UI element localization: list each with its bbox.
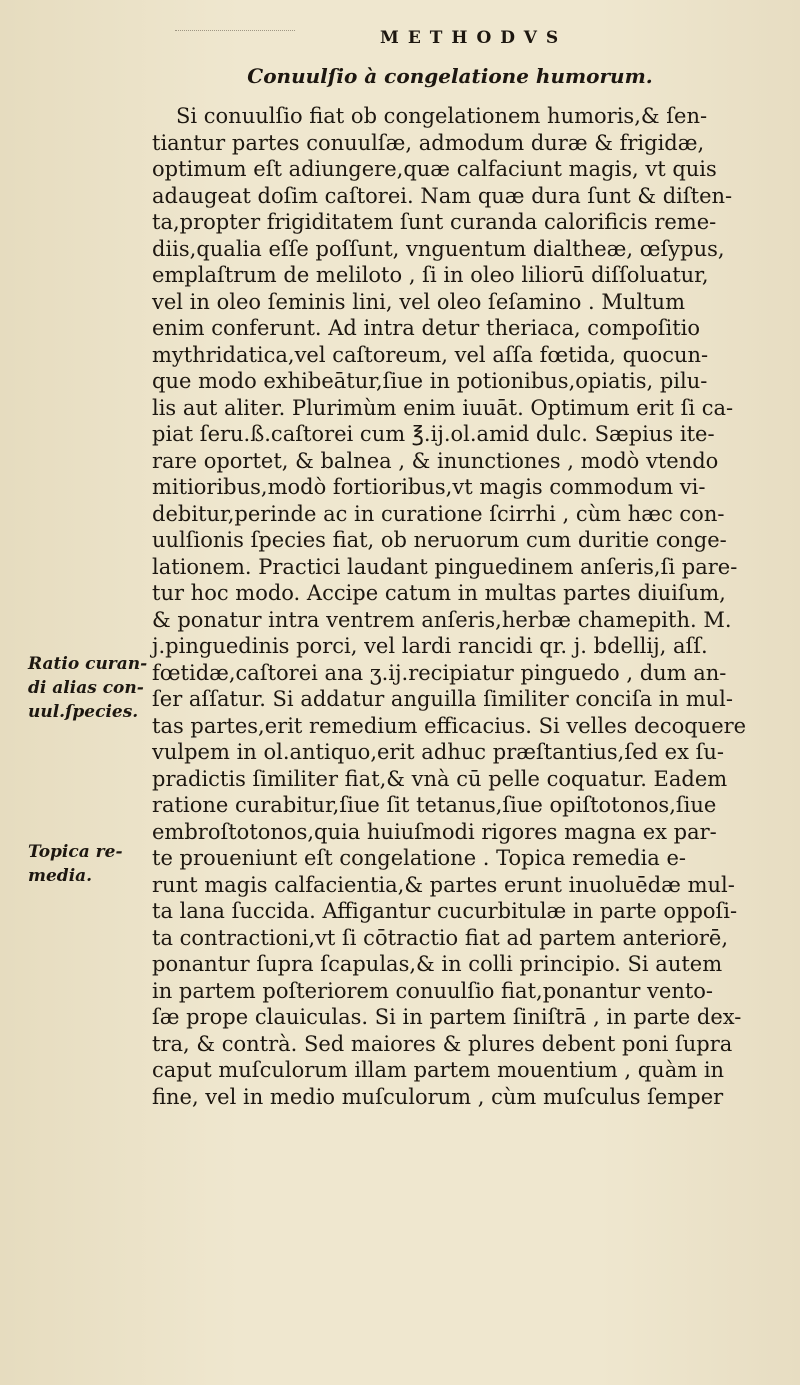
margin-note-line: uul.ſpecies. (28, 702, 139, 722)
text-line: fœtidæ,caſtorei ana ʒ.ij.recipiatur pinguedo , dum an- (152, 660, 727, 685)
text-line: ta,propter frigiditatem ſunt curanda calorificis reme- (152, 210, 717, 234)
text-line: pradictis ſimiliter fiat,& vnà cū pelle coquatur. Eadem (152, 766, 728, 791)
text-line: fine, vel in medio muſculorum , cùm muſculus ſemper (152, 1084, 724, 1109)
text-line: piat ſeru.ß.caſtorei cum ℥.ij.ol.amid dulc. Sæpius ite- (152, 422, 715, 446)
text-line: emplaſtrum de meliloto , ſi in oleo liliorū diſſoluatur, (152, 263, 709, 287)
text-line: uulſionis ſpecies fiat, ob neruorum cum duritie conge- (152, 528, 727, 552)
text-line: que modo exhibeātur,ſiue in potionibus,opiatis, pilu- (152, 369, 708, 393)
text-line: lis aut aliter. Plurimùm enim iuuāt. Optimum erit ſi ca- (152, 395, 734, 420)
text-line: mitioribus,modò fortioribus,vt magis commodum vi- (152, 475, 706, 499)
text-line: ratione curabitur,ſiue ſit tetanus,ſiue opiſtotonos,ſiue (152, 793, 717, 817)
text-line: tur hoc modo. Accipe catum in multas partes diuiſum, (152, 581, 726, 605)
text-line: ta lana ſuccida. Affigantur cucurbitulæ in parte oppoſi- (152, 899, 738, 923)
text-line: tra, & contrà. Sed maiores & plures debent poni ſupra (152, 1031, 733, 1056)
text-line: & ponatur intra ventrem anſeris,herbæ chamepith. M. (152, 607, 732, 632)
margin-note-line: media. (28, 866, 93, 886)
text-line: ponantur ſupra ſcapulas,& in colli principio. Si autem (152, 952, 723, 976)
text-line: diis,qualia eſſe poſſunt, vnguentum dialtheæ, œſypus, (152, 236, 725, 261)
text-line: tas partes,erit remedium efficacius. Si velles decoquere (152, 713, 747, 738)
margin-note-topica (28, 840, 148, 888)
text-line: optimum eſt adiungere,quæ calfaciunt magis, vt quis (152, 157, 717, 181)
text-line: ſæ prope clauiculas. Si in partem ſiniſtrā , in parte dex- (152, 1005, 742, 1029)
text-line: rare oportet, & balnea , & inunctiones , modò vtendo (152, 448, 719, 473)
ink-smudge (175, 30, 295, 41)
text-line: te proueniunt eſt congelatione . Topica remedia e- (152, 846, 686, 870)
text-line: caput muſculorum illam partem mouentium , quàm in (152, 1058, 725, 1082)
text-line: j.pinguedinis porci, vel lardi rancidi qr. j. bdellij, aſſ. (152, 634, 708, 658)
chapter-title: Conuulſio à congelatione humorum. (247, 64, 653, 88)
text-line: vulpem in ol.antiquo,erit adhuc præſtantius,ſed ex ſu- (152, 740, 725, 764)
text-line: vel in oleo ſeminis lini, vel oleo ſeſamino . Multum (152, 289, 685, 314)
margin-note-line: di alias con- (28, 678, 144, 698)
text-line: ta contractioni,vt ſi cōtractio fiat ad partem anteriorē, (152, 925, 729, 950)
text-line: debitur,perinde ac in curatione ſcirrhi , cùm hæc con- (152, 501, 725, 526)
text-line: mythridatica,vel caſtoreum, vel aſſa fœtida, quocun- (152, 342, 709, 367)
text-line: lationem. Practici laudant pinguedinem anſeris,ſi pare- (152, 554, 738, 579)
text-line: runt magis calfacientia,& partes erunt inuoluēdæ mul- (152, 872, 735, 897)
margin-note-line: Ratio curan- (28, 654, 148, 674)
text-line: tiantur partes conuulſæ, admodum duræ & frigidæ, (152, 130, 705, 155)
running-head: METHODVS (380, 28, 568, 48)
margin-note-ratio (28, 652, 148, 724)
text-line: ſer aſſatur. Si addatur anguilla ſimiliter conciſa in mul- (152, 687, 733, 711)
body-paragraph (152, 103, 792, 1110)
text-line: embroſtotonos,quia huiuſmodi rigores magna ex par- (152, 819, 717, 844)
text-line: enim conferunt. Ad intra detur theriaca, compoſitio (152, 316, 700, 340)
text-line: Si conuulſio fiat ob congelationem humoris,& ſen- (176, 104, 708, 128)
text-line: in partem poſteriorem conuulſio fiat,ponantur vento- (152, 978, 714, 1003)
margin-note-line: Topica re- (28, 842, 123, 862)
text-line: adaugeat doſim caſtorei. Nam quæ dura ſunt & diſten- (152, 183, 733, 208)
